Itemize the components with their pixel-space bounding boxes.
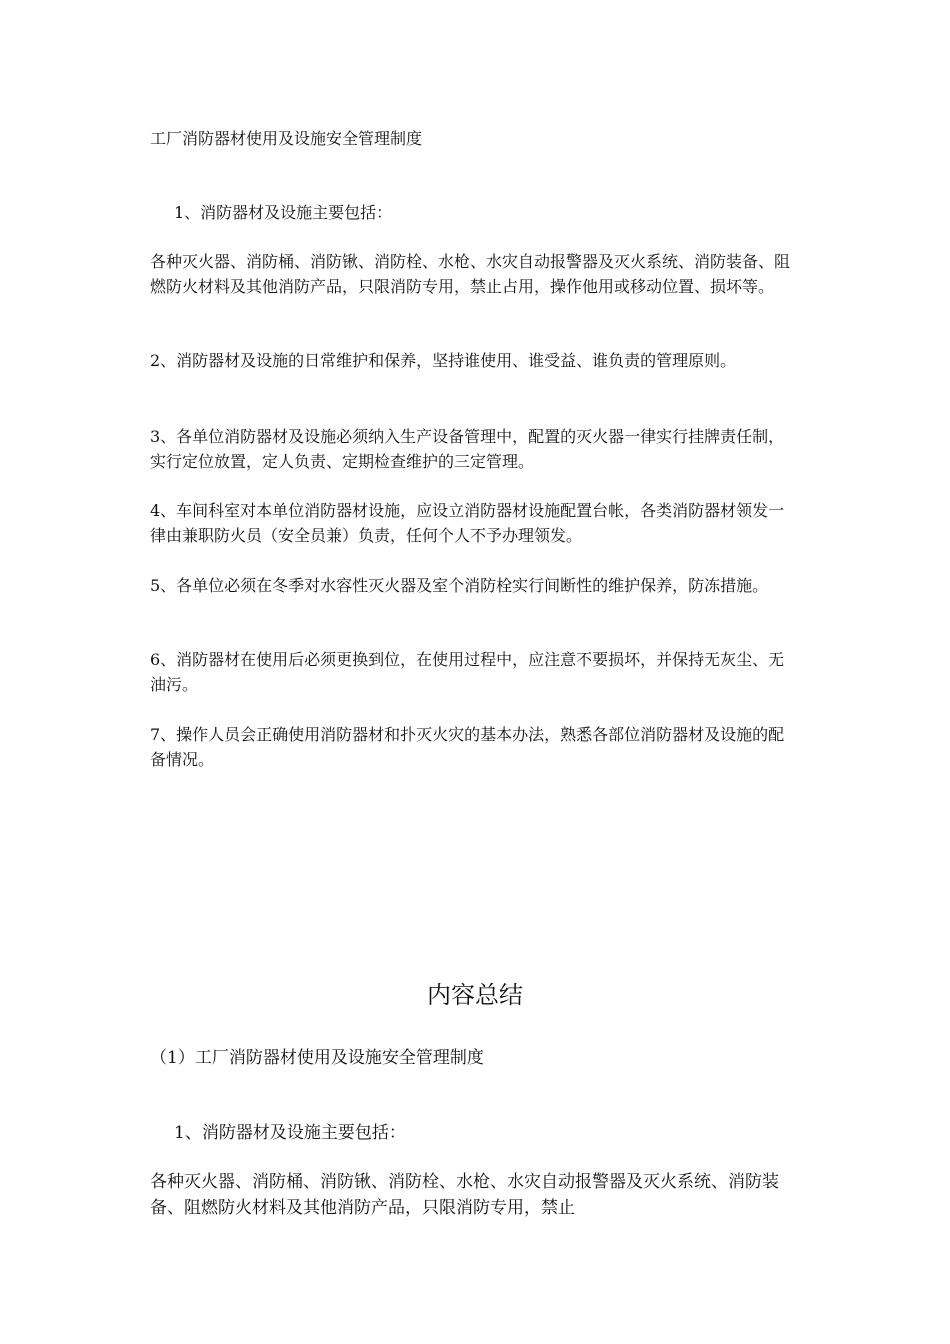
summary-item1-body: 各种灭火器、消防桶、消防锹、消防栓、水枪、水灾自动报警器及灭火系统、消防装备、阻燃防火材料及其他消防产品，只限消防专用，禁止 [150,1172,779,1218]
summary-subtitle: （1）工厂消防器材使用及设施安全管理制度 [150,1048,484,1068]
item5-paragraph: 5、各单位必须在冬季对水容性灭火器及室个消防栓实行间断性的维护保养，防冻措施。 [150,576,769,595]
summary-item1-heading: 1、消防器材及设施主要包括： [174,1123,406,1143]
item1-heading: 1、消防器材及设施主要包括： [174,203,393,222]
item7-paragraph: 7、操作人员会正确使用消防器材和扑灭火灾的基本办法，熟悉各部位消防器材及设施的配备情况。 [150,725,785,769]
item3-paragraph: 3、各单位消防器材及设施必须纳入生产设备管理中，配置的灭火器一律实行挂牌责任制，实行定位放置，定人负责、定期检查维护的三定管理。 [150,427,785,471]
item1-body: 各种灭火器、消防桶、消防锹、消防栓、水枪、水灾自动报警器及灭火系统、消防装备、阻燃防火材料及其他消防产品，只限消防专用，禁止占用，操作他用或移动位置、损坏等。 [150,252,791,296]
document-title: 工厂消防器材使用及设施安全管理制度 [150,129,423,148]
summary-heading: 内容总结 [427,981,523,1009]
item4-paragraph: 4、车间科室对本单位消防器材设施，应设立消防器材设施配置台帐，各类消防器材领发一律由兼职防火员（安全员兼）负责，任何个人不予办理领发。 [150,501,785,545]
item2-paragraph: 2、消防器材及设施的日常维护和保养，坚持谁使用、谁受益、谁负责的管理原则。 [150,351,737,370]
item6-paragraph: 6、消防器材在使用后必须更换到位，在使用过程中，应注意不要损坏，并保持无灰尘、无油污。 [150,650,785,694]
